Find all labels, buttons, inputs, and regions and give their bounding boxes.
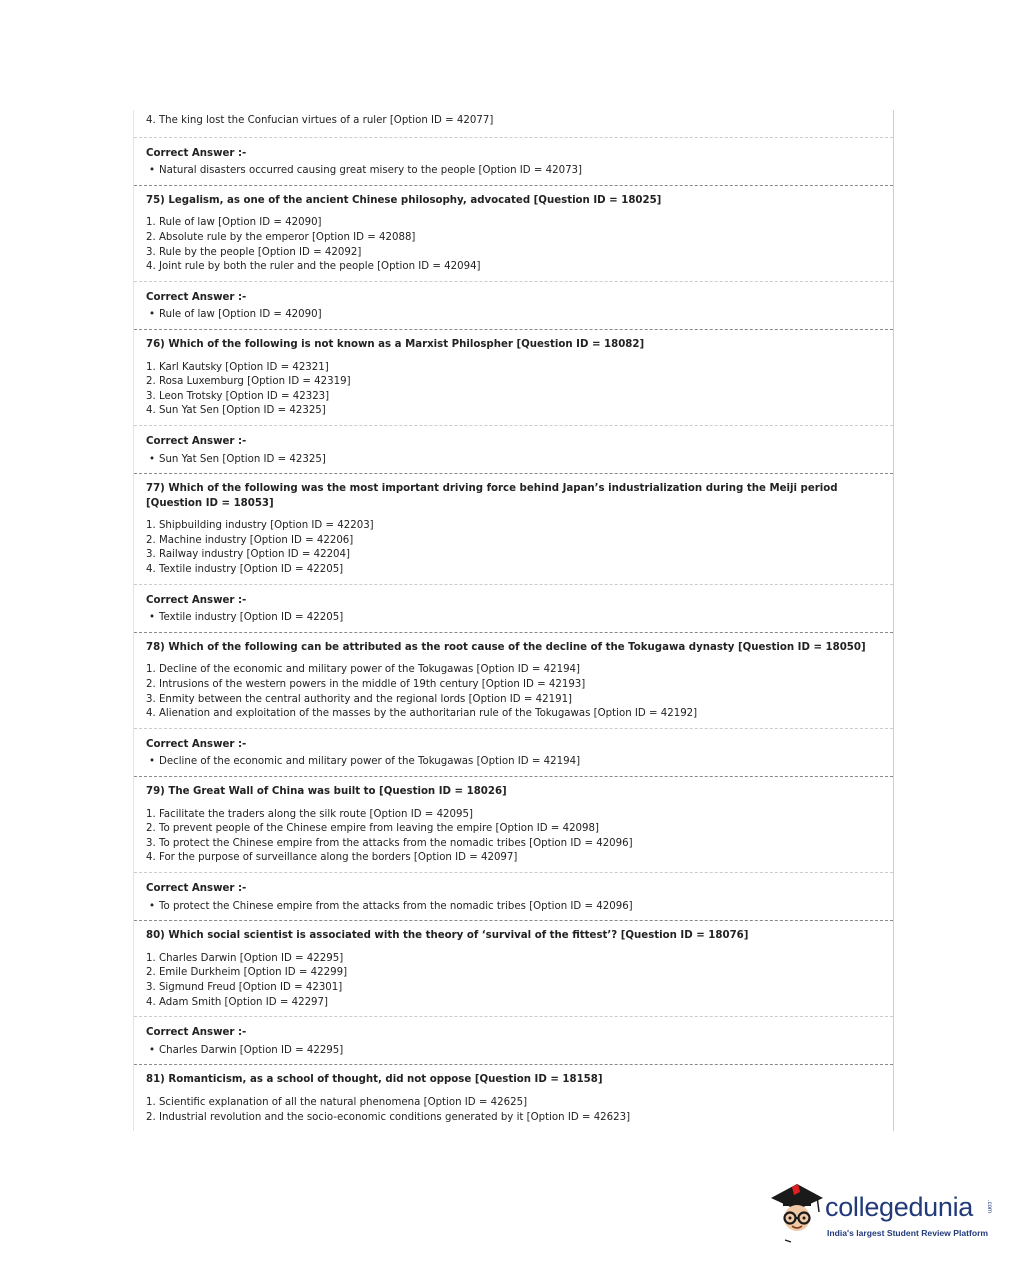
correct-answer-text: Sun Yat Sen [Option ID = 42325] — [159, 453, 326, 465]
question-77 — [134, 474, 893, 585]
correct-answer-label: Correct Answer :- — [146, 594, 247, 606]
option-line: 4. Sun Yat Sen [Option ID = 42325] — [146, 405, 326, 417]
option-line: 4. The king lost the Confucian virtues of a ruler [Option ID = 42077] — [146, 115, 494, 126]
correct-answer-text: Rule of law [Option ID = 42090] — [159, 309, 322, 321]
option-line: 3. Rule by the people [Option ID = 42092] — [146, 246, 362, 258]
correct-answer-75 — [134, 282, 893, 330]
option-line: 4. Adam Smith [Option ID = 42297] — [146, 996, 328, 1008]
option-line: 2. To prevent people of the Chinese empire from leaving the empire [Option ID = 42098] — [146, 823, 599, 835]
question-title: 77) Which of the following was the most important driving force behind Japan’s industrialization during the Meiji period [Question ID = 18053] — [146, 483, 838, 509]
correct-answer-item — [146, 164, 881, 179]
collegedunia-logo — [765, 1178, 995, 1248]
bullet-icon: • — [149, 165, 156, 177]
option-line: 1. Scientific explanation of all the natural phenomena [Option ID = 42625] — [146, 1096, 528, 1108]
correct-answer-label: Correct Answer :- — [146, 435, 247, 447]
bullet-icon: • — [149, 453, 156, 465]
correct-answer-76 — [134, 426, 893, 474]
correct-answer-label: Correct Answer :- — [146, 147, 247, 159]
bullet-icon: • — [149, 1044, 156, 1056]
option-line: 1. Rule of law [Option ID = 42090] — [146, 217, 322, 229]
correct-answer-79 — [134, 873, 893, 921]
correct-answer-text: Textile industry [Option ID = 42205] — [159, 612, 344, 624]
option-line: 3. Enmity between the central authority and the regional lords [Option ID = 42191] — [146, 693, 573, 705]
question-79 — [134, 777, 893, 873]
correct-answer-label: Correct Answer :- — [146, 882, 247, 894]
question-title: 78) Which of the following can be attributed as the root cause of the decline of the Tokugawa dynasty [Question ID = 18050] — [146, 641, 866, 653]
prefix-correct-answer — [134, 138, 893, 186]
question-title: 81) Romanticism, as a school of thought, did not oppose [Question ID = 18158] — [146, 1074, 603, 1086]
logo-tagline: India's largest Student Review Platform — [827, 1228, 989, 1238]
option-line: 2. Industrial revolution and the socio-economic conditions generated by it [Option ID = 42623] — [146, 1111, 631, 1123]
question-81 — [134, 1065, 893, 1131]
option-line: 4. Textile industry [Option ID = 42205] — [146, 564, 344, 576]
prefix-options — [134, 110, 893, 138]
bullet-icon: • — [149, 612, 156, 624]
option-line: 1. Charles Darwin [Option ID = 42295] — [146, 952, 344, 964]
correct-answer-78 — [134, 729, 893, 777]
option-line: 3. Leon Trotsky [Option ID = 42323] — [146, 390, 330, 402]
question-paper — [133, 110, 894, 1131]
option-line: 3. Sigmund Freud [Option ID = 42301] — [146, 981, 343, 993]
correct-answer-label: Correct Answer :- — [146, 291, 247, 303]
question-78 — [134, 633, 893, 729]
correct-answer-text: To protect the Chinese empire from the attacks from the nomadic tribes [Option ID = 42096] — [159, 900, 633, 912]
logo-name: collegedunia — [825, 1192, 974, 1222]
correct-answer-item — [146, 308, 881, 323]
correct-answer-label: Correct Answer :- — [146, 1027, 247, 1039]
option-line: 1. Karl Kautsky [Option ID = 42321] — [146, 361, 329, 373]
correct-answer-text: Natural disasters occurred causing great misery to the people [Option ID = 42073] — [159, 165, 583, 177]
option-line: 2. Intrusions of the western powers in the middle of 19th century [Option ID = 42193] — [146, 679, 586, 691]
option-line: 4. Alienation and exploitation of the masses by the authoritarian rule of the Tokugawas [Option ID = 42192] — [146, 708, 698, 720]
question-80 — [134, 921, 893, 1017]
correct-answer-text: Charles Darwin [Option ID = 42295] — [159, 1044, 344, 1056]
question-title: 79) The Great Wall of China was built to [Question ID = 18026] — [146, 786, 507, 797]
correct-answer-item — [146, 611, 881, 626]
option-line: 2. Machine industry [Option ID = 42206] — [146, 534, 354, 546]
correct-answer-77 — [134, 585, 893, 633]
question-title: 76) Which of the following is not known as a Marxist Philospher [Question ID = 18082] — [146, 338, 645, 350]
bullet-icon: • — [149, 309, 156, 321]
question-76 — [134, 330, 893, 426]
correct-answer-80 — [134, 1017, 893, 1065]
option-line: 2. Emile Durkheim [Option ID = 42299] — [146, 967, 348, 979]
option-line: 3. To protect the Chinese empire from the attacks from the nomadic tribes [Option ID = 42096] — [146, 837, 633, 849]
option-line: 2. Rosa Luxemburg [Option ID = 42319] — [146, 376, 351, 388]
option-line: 1. Shipbuilding industry [Option ID = 42203] — [146, 520, 374, 532]
question-title: 75) Legalism, as one of the ancient Chinese philosophy, advocated [Question ID = 18025] — [146, 194, 662, 206]
correct-answer-item — [146, 453, 881, 468]
correct-answer-item — [146, 1044, 881, 1059]
correct-answer-text: Decline of the economic and military power of the Tokugawas [Option ID = 42194] — [159, 756, 581, 768]
correct-answer-item — [146, 900, 881, 915]
correct-answer-label: Correct Answer :- — [146, 738, 247, 750]
bullet-icon: • — [149, 900, 156, 912]
option-line: 2. Absolute rule by the emperor [Option ID = 42088] — [146, 231, 416, 243]
correct-answer-item — [146, 755, 881, 770]
mascot-icon — [765, 1178, 827, 1248]
option-line: 1. Facilitate the traders along the silk route [Option ID = 42095] — [146, 808, 473, 820]
question-75 — [134, 186, 893, 282]
question-title: 80) Which social scientist is associated with the theory of ‘survival of the fittest’? [Question ID = 18076] — [146, 930, 749, 942]
option-line: 4. Joint rule by both the ruler and the people [Option ID = 42094] — [146, 261, 481, 273]
option-line: 4. For the purpose of surveillance along the borders [Option ID = 42097] — [146, 852, 518, 864]
option-line: 1. Decline of the economic and military power of the Tokugawas [Option ID = 42194] — [146, 664, 581, 676]
bullet-icon: • — [149, 756, 156, 768]
logo-suffix: .com — [986, 1200, 992, 1214]
option-line: 3. Railway industry [Option ID = 42204] — [146, 549, 350, 561]
